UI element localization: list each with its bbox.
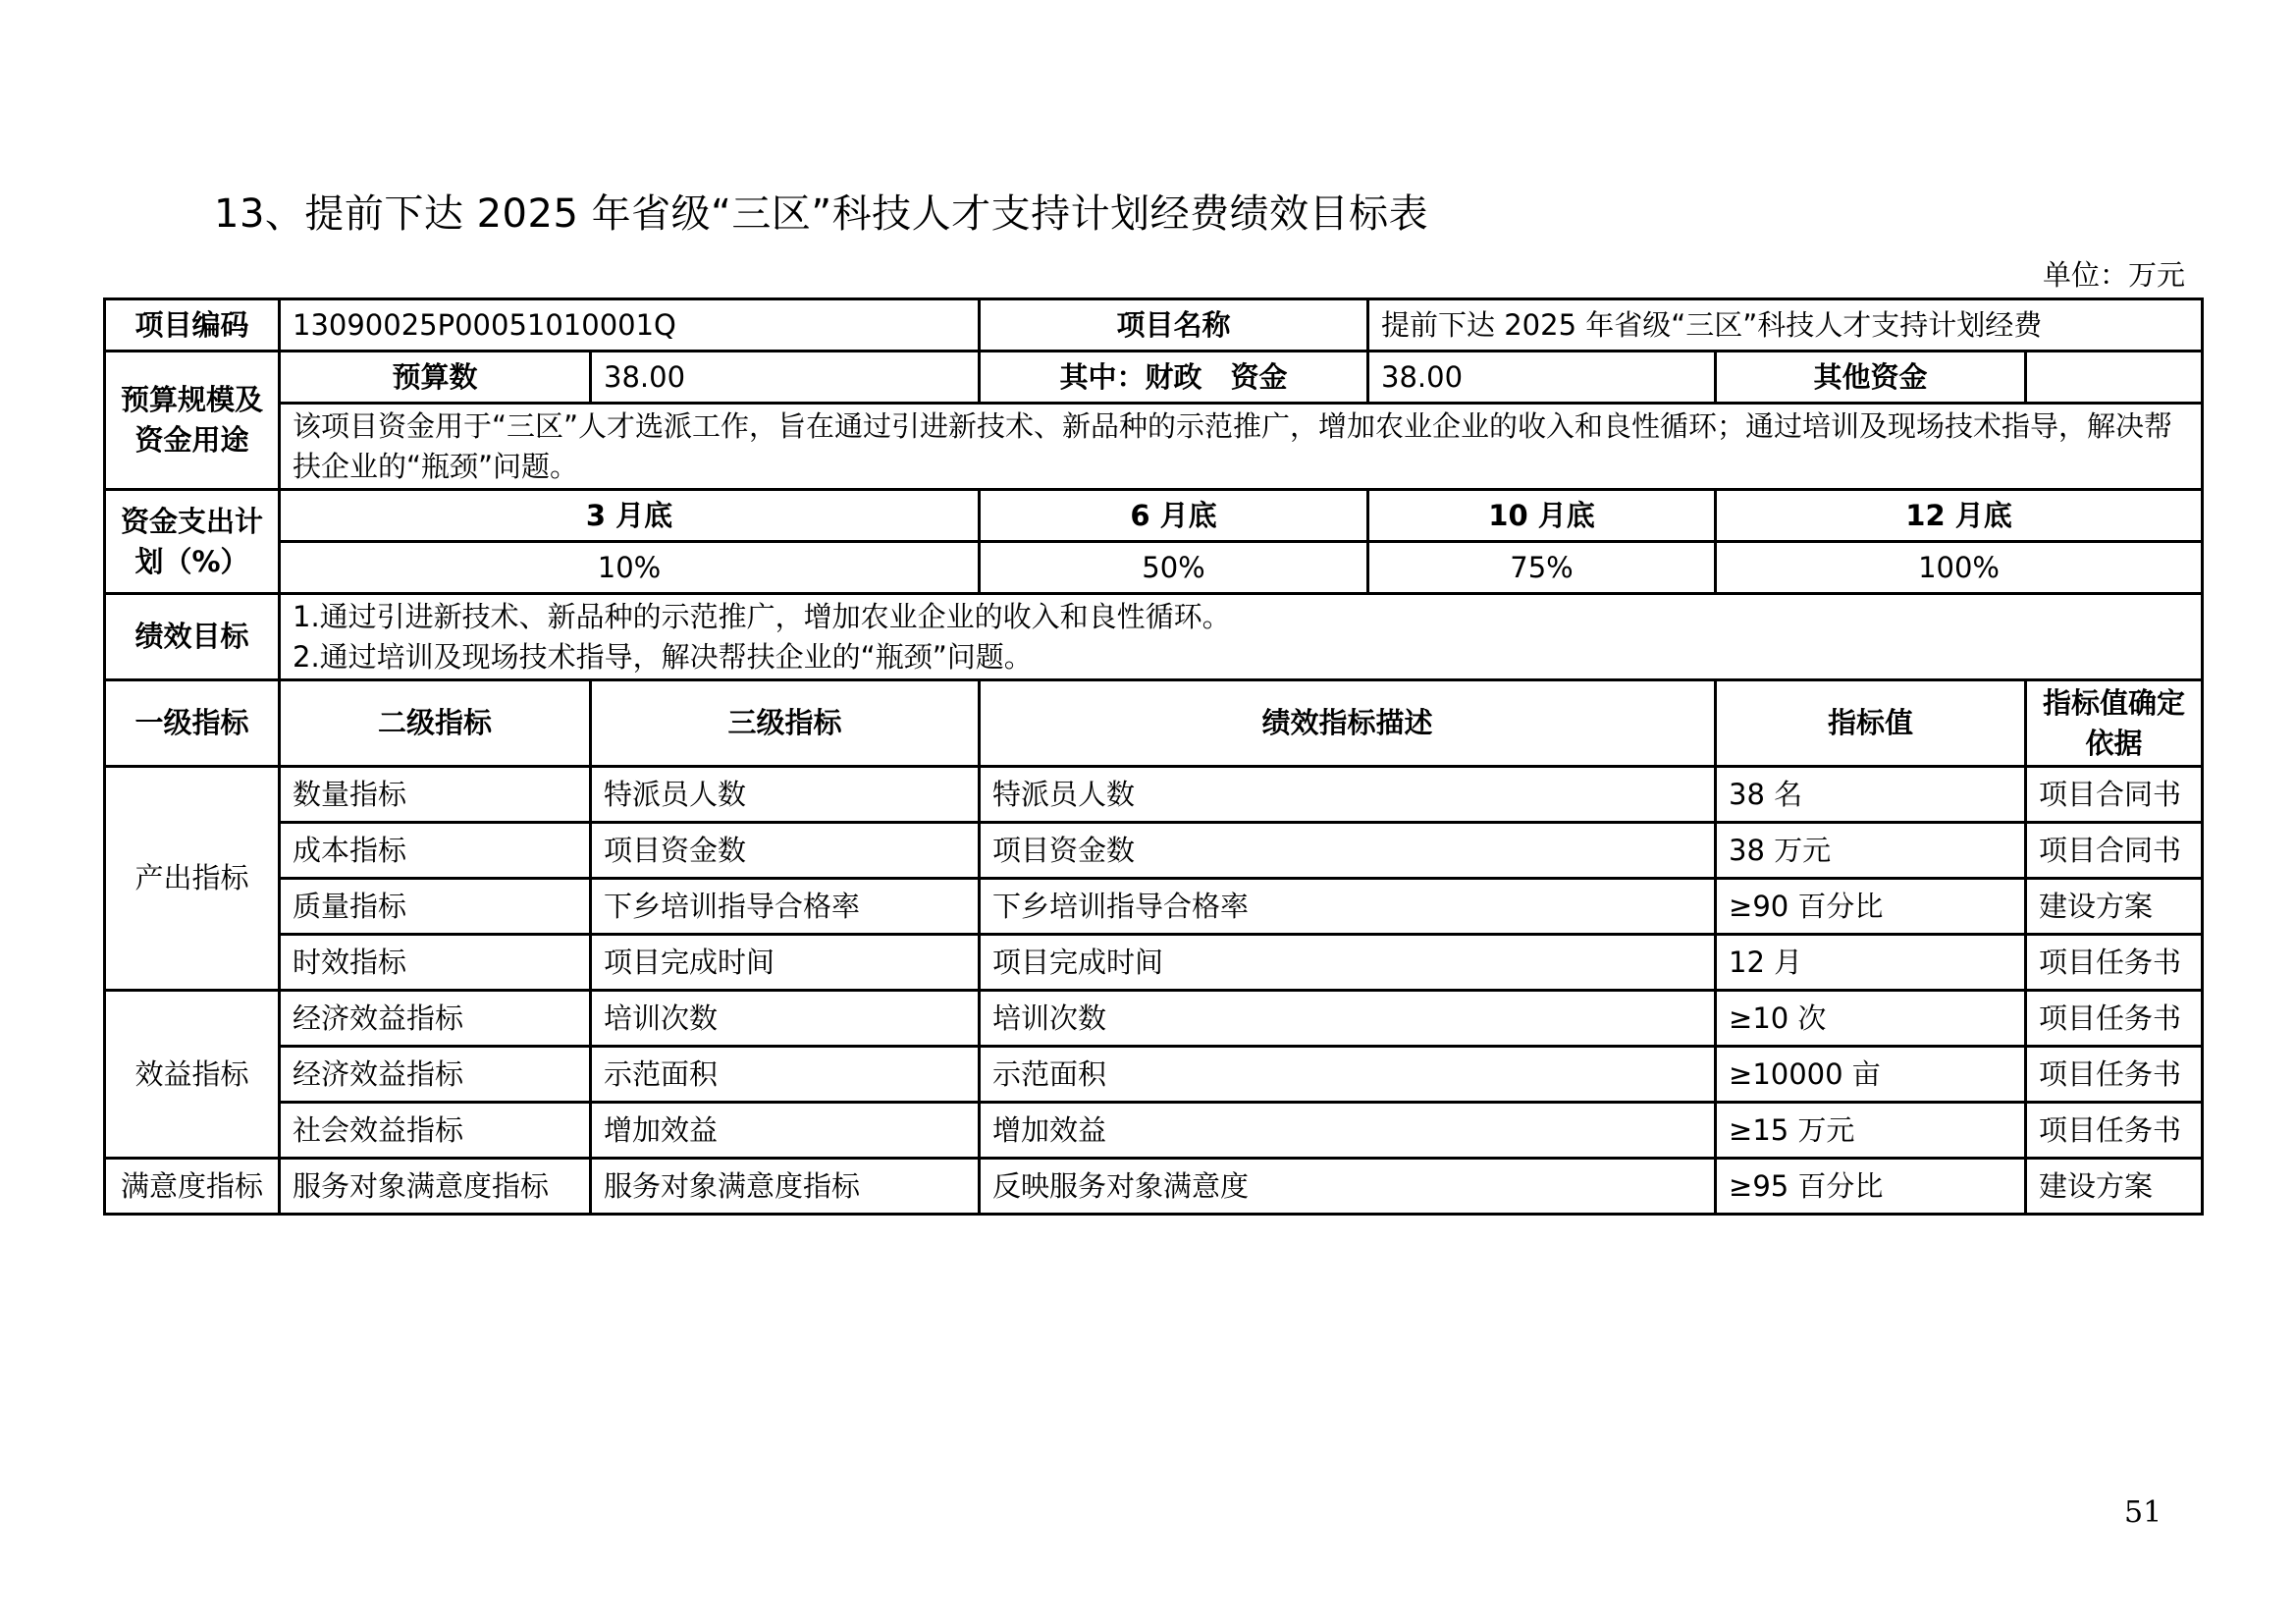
value-cell: ≥90 百分比 <box>1716 879 2026 935</box>
header-basis: 指标值确定依据 <box>2026 680 2203 767</box>
table-row <box>105 823 2203 879</box>
table-row <box>105 767 2203 823</box>
finance-fund-label: 其中：财政 资金 <box>980 352 1368 404</box>
project-code-value: 13090025P00051010001Q <box>280 299 980 352</box>
other-fund-label: 其他资金 <box>1716 352 2026 404</box>
project-code-label: 项目编码 <box>105 299 280 352</box>
level3-cell: 增加效益 <box>591 1103 980 1159</box>
table-row <box>105 1159 2203 1215</box>
level2-cell: 服务对象满意度指标 <box>280 1159 591 1215</box>
value-cell: ≥15 万元 <box>1716 1103 2026 1159</box>
budget-row <box>105 352 2203 404</box>
table-row <box>105 1047 2203 1103</box>
header-level2: 二级指标 <box>280 680 591 767</box>
budget-value: 38.00 <box>591 352 980 404</box>
unit-label: 单位：万元 <box>2042 258 2185 292</box>
performance-target-table <box>103 298 2204 1216</box>
value-cell: 12 月 <box>1716 935 2026 991</box>
level3-cell: 示范面积 <box>591 1047 980 1103</box>
project-row <box>105 299 2203 352</box>
group-satisfaction: 满意度指标 <box>105 1159 280 1215</box>
value-cell: 38 名 <box>1716 767 2026 823</box>
goals-row <box>105 594 2203 680</box>
description-cell: 示范面积 <box>980 1047 1716 1103</box>
level2-cell: 经济效益指标 <box>280 991 591 1047</box>
plan-header-oct: 10 月底 <box>1368 490 1716 542</box>
spending-plan-label: 资金支出计划（%） <box>105 490 280 594</box>
value-cell: ≥10 次 <box>1716 991 2026 1047</box>
plan-header-mar: 3 月底 <box>280 490 980 542</box>
value-cell: ≥95 百分比 <box>1716 1159 2026 1215</box>
level3-cell: 特派员人数 <box>591 767 980 823</box>
level2-cell: 经济效益指标 <box>280 1047 591 1103</box>
plan-header-jun: 6 月底 <box>980 490 1368 542</box>
other-fund-value <box>2026 352 2203 404</box>
table-row <box>105 1103 2203 1159</box>
budget-label: 预算数 <box>280 352 591 404</box>
level3-cell: 项目完成时间 <box>591 935 980 991</box>
performance-goals-label: 绩效目标 <box>105 594 280 680</box>
plan-value-oct: 75% <box>1368 542 1716 594</box>
description-cell: 项目完成时间 <box>980 935 1716 991</box>
basis-cell: 建设方案 <box>2026 879 2203 935</box>
performance-goals-text <box>280 594 2203 680</box>
basis-cell: 项目任务书 <box>2026 991 2203 1047</box>
budget-section-label: 预算规模及资金用途 <box>105 352 280 490</box>
group-output: 产出指标 <box>105 767 280 991</box>
description-cell: 项目资金数 <box>980 823 1716 879</box>
basis-cell: 建设方案 <box>2026 1159 2203 1215</box>
project-name-label: 项目名称 <box>980 299 1368 352</box>
fund-usage-text: 该项目资金用于“三区”人才选派工作，旨在通过引进新技术、新品种的示范推广，增加农业企业的收入和良性循环；通过培训及现场技术指导，解决帮扶企业的“瓶颈”问题。 <box>280 404 2203 490</box>
header-level1: 一级指标 <box>105 680 280 767</box>
level2-cell: 时效指标 <box>280 935 591 991</box>
level2-cell: 社会效益指标 <box>280 1103 591 1159</box>
description-cell: 反映服务对象满意度 <box>980 1159 1716 1215</box>
level2-cell: 质量指标 <box>280 879 591 935</box>
usage-row <box>105 404 2203 490</box>
basis-cell: 项目合同书 <box>2026 823 2203 879</box>
level3-cell: 服务对象满意度指标 <box>591 1159 980 1215</box>
header-level3: 三级指标 <box>591 680 980 767</box>
basis-cell: 项目合同书 <box>2026 767 2203 823</box>
plan-header-row <box>105 490 2203 542</box>
header-value: 指标值 <box>1716 680 2026 767</box>
goal-line-1: 1.通过引进新技术、新品种的示范推广，增加农业企业的收入和良性循环。 <box>293 599 1231 633</box>
document-title: 13、提前下达 2025 年省级“三区”科技人才支持计划经费绩效目标表 <box>214 191 1429 237</box>
plan-value-mar: 10% <box>280 542 980 594</box>
finance-fund-value: 38.00 <box>1368 352 1716 404</box>
plan-value-jun: 50% <box>980 542 1368 594</box>
goal-line-2: 2.通过培训及现场技术指导，解决帮扶企业的“瓶颈”问题。 <box>293 639 1033 674</box>
page-number: 51 <box>2124 1495 2163 1530</box>
description-cell: 增加效益 <box>980 1103 1716 1159</box>
project-name-value: 提前下达 2025 年省级“三区”科技人才支持计划经费 <box>1368 299 2203 352</box>
value-cell: 38 万元 <box>1716 823 2026 879</box>
table-row <box>105 879 2203 935</box>
description-cell: 培训次数 <box>980 991 1716 1047</box>
indicator-header-row <box>105 680 2203 767</box>
description-cell: 下乡培训指导合格率 <box>980 879 1716 935</box>
level3-cell: 项目资金数 <box>591 823 980 879</box>
level2-cell: 成本指标 <box>280 823 591 879</box>
basis-cell: 项目任务书 <box>2026 935 2203 991</box>
group-benefit: 效益指标 <box>105 991 280 1159</box>
header-description: 绩效指标描述 <box>980 680 1716 767</box>
basis-cell: 项目任务书 <box>2026 1103 2203 1159</box>
level3-cell: 下乡培训指导合格率 <box>591 879 980 935</box>
description-cell: 特派员人数 <box>980 767 1716 823</box>
value-cell: ≥10000 亩 <box>1716 1047 2026 1103</box>
plan-value-dec: 100% <box>1716 542 2203 594</box>
table-row <box>105 935 2203 991</box>
plan-values-row <box>105 542 2203 594</box>
plan-header-dec: 12 月底 <box>1716 490 2203 542</box>
level3-cell: 培训次数 <box>591 991 980 1047</box>
basis-cell: 项目任务书 <box>2026 1047 2203 1103</box>
level2-cell: 数量指标 <box>280 767 591 823</box>
table-row <box>105 991 2203 1047</box>
